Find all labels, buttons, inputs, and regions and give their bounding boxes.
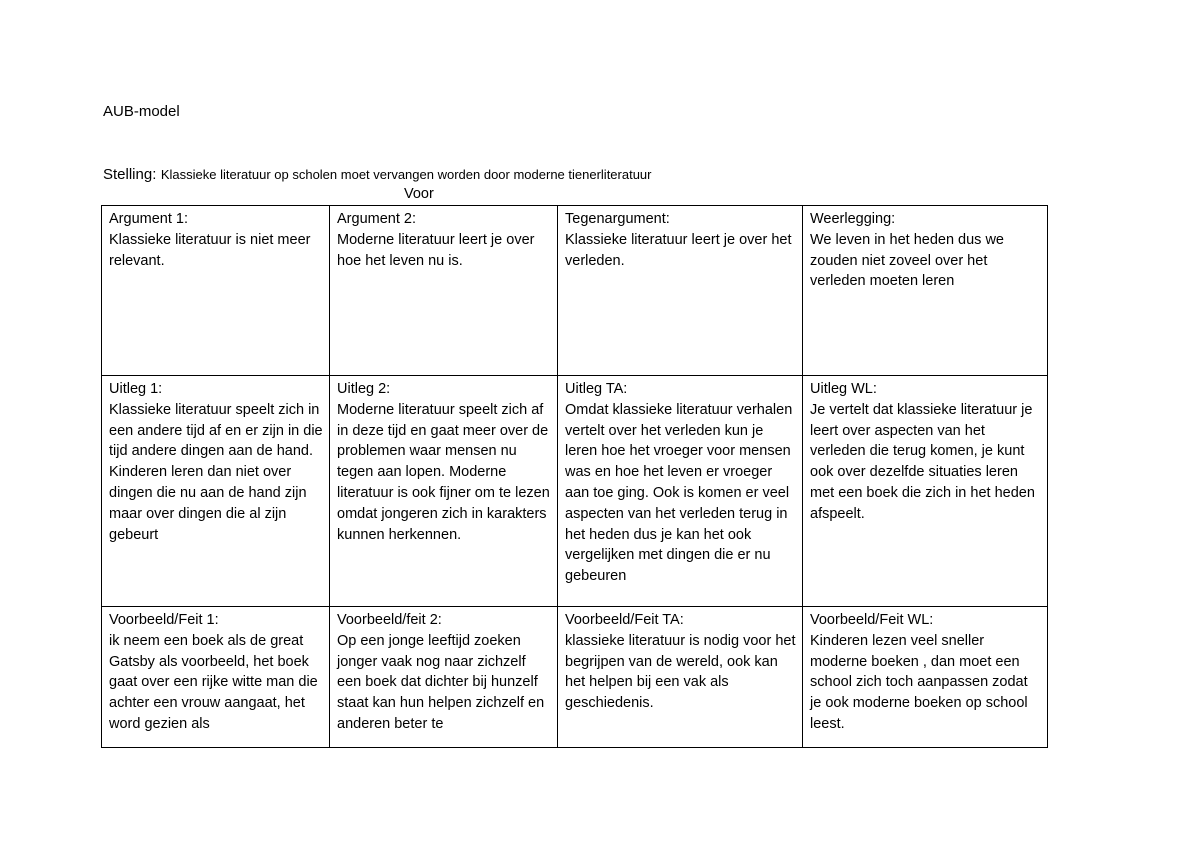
cell-heading: Uitleg 2: [337,381,391,397]
cell-example-2 [330,607,558,748]
cell-example-1 [102,607,330,748]
cell-heading: Uitleg 1: [109,381,163,397]
cell-example-ta [558,607,803,748]
table-row-arguments [102,206,1048,376]
cell-argument-1 [102,206,330,376]
cell-heading: Tegenargument: [565,211,670,227]
side-label: Voor [404,186,434,202]
cell-explanation-1 [102,376,330,607]
cell-text: Klassieke literatuur speelt zich in een andere tijd af en er zijn in die tijd andere dingen aan de hand. Kinderen leren dan niet over dingen die nu aan de hand zijn maar over dingen die al zijn gebeurt [109,401,323,543]
statement-label: Stelling: [103,166,157,183]
cell-heading: Argument 1: [109,211,188,227]
cell-explanation-ta [558,376,803,607]
cell-text: ik neem een boek als de great Gatsby als voorbeeld, het boek gaat over een rijke witte man die achter een vrouw aangaat, het word gezien als [109,632,318,732]
cell-text: klassieke literatuur is nodig voor het begrijpen van de wereld, ook kan het helpen bij een vak als geschiedenis. [565,632,796,712]
cell-heading: Voorbeeld/Feit WL: [810,612,934,628]
cell-text: Kinderen lezen veel sneller moderne boeken , dan moet een school zich toch aanpassen zodat je ook moderne boeken op school leest. [810,632,1028,732]
cell-text: Omdat klassieke literatuur verhalen vertelt over het verleden kun je leren hoe het vroeger voor mensen was en hoe het leven er vroeger aan toe ging. Ook is komen er veel aspecten van het verleden terug in het heden dus je kan het ook vergelijken met dingen die er nu gebeuren [565,401,793,585]
cell-argument-2 [330,206,558,376]
cell-heading: Weerlegging: [810,211,896,227]
cell-heading: Uitleg TA: [565,381,628,397]
argument-table [101,205,1048,748]
cell-text: Moderne literatuur leert je over hoe het leven nu is. [337,231,535,269]
cell-explanation-2 [330,376,558,607]
cell-text: Klassieke literatuur is niet meer relevant. [109,231,311,269]
cell-text: Klassieke literatuur leert je over het verleden. [565,231,792,269]
cell-example-wl [803,607,1048,748]
cell-heading: Argument 2: [337,211,416,227]
cell-text: Op een jonge leeftijd zoeken jonger vaak nog naar zichzelf een boek dat dichter bij hunzelf staat kan hun helpen zichzelf en anderen beter te [337,632,545,732]
cell-text: We leven in het heden dus we zouden niet zoveel over het verleden moeten leren [810,231,1005,290]
table-row-examples [102,607,1048,748]
cell-heading: Voorbeeld/Feit TA: [565,612,684,628]
cell-heading: Voorbeeld/Feit 1: [109,612,219,628]
cell-heading: Voorbeeld/feit 2: [337,612,442,628]
table-row-explanations [102,376,1048,607]
document-title: AUB-model [103,103,180,120]
cell-text: Je vertelt dat klassieke literatuur je leert over aspecten van het verleden die terug komen, je kunt ook over dezelfde situaties leren met een boek die zich in het heden afspeelt. [810,401,1035,522]
statement [103,166,652,184]
cell-counterargument [558,206,803,376]
cell-rebuttal [803,206,1048,376]
cell-text: Moderne literatuur speelt zich af in deze tijd en gaat meer over de problemen waar mensen nu tegen aan lopen. Moderne literatuur is ook fijner om te lezen omdat jongeren zich in karakters kunnen herkennen. [337,401,550,543]
cell-heading: Uitleg WL: [810,381,877,397]
cell-explanation-wl [803,376,1048,607]
statement-text: Klassieke literatuur op scholen moet vervangen worden door moderne tienerliteratuur [160,167,652,182]
